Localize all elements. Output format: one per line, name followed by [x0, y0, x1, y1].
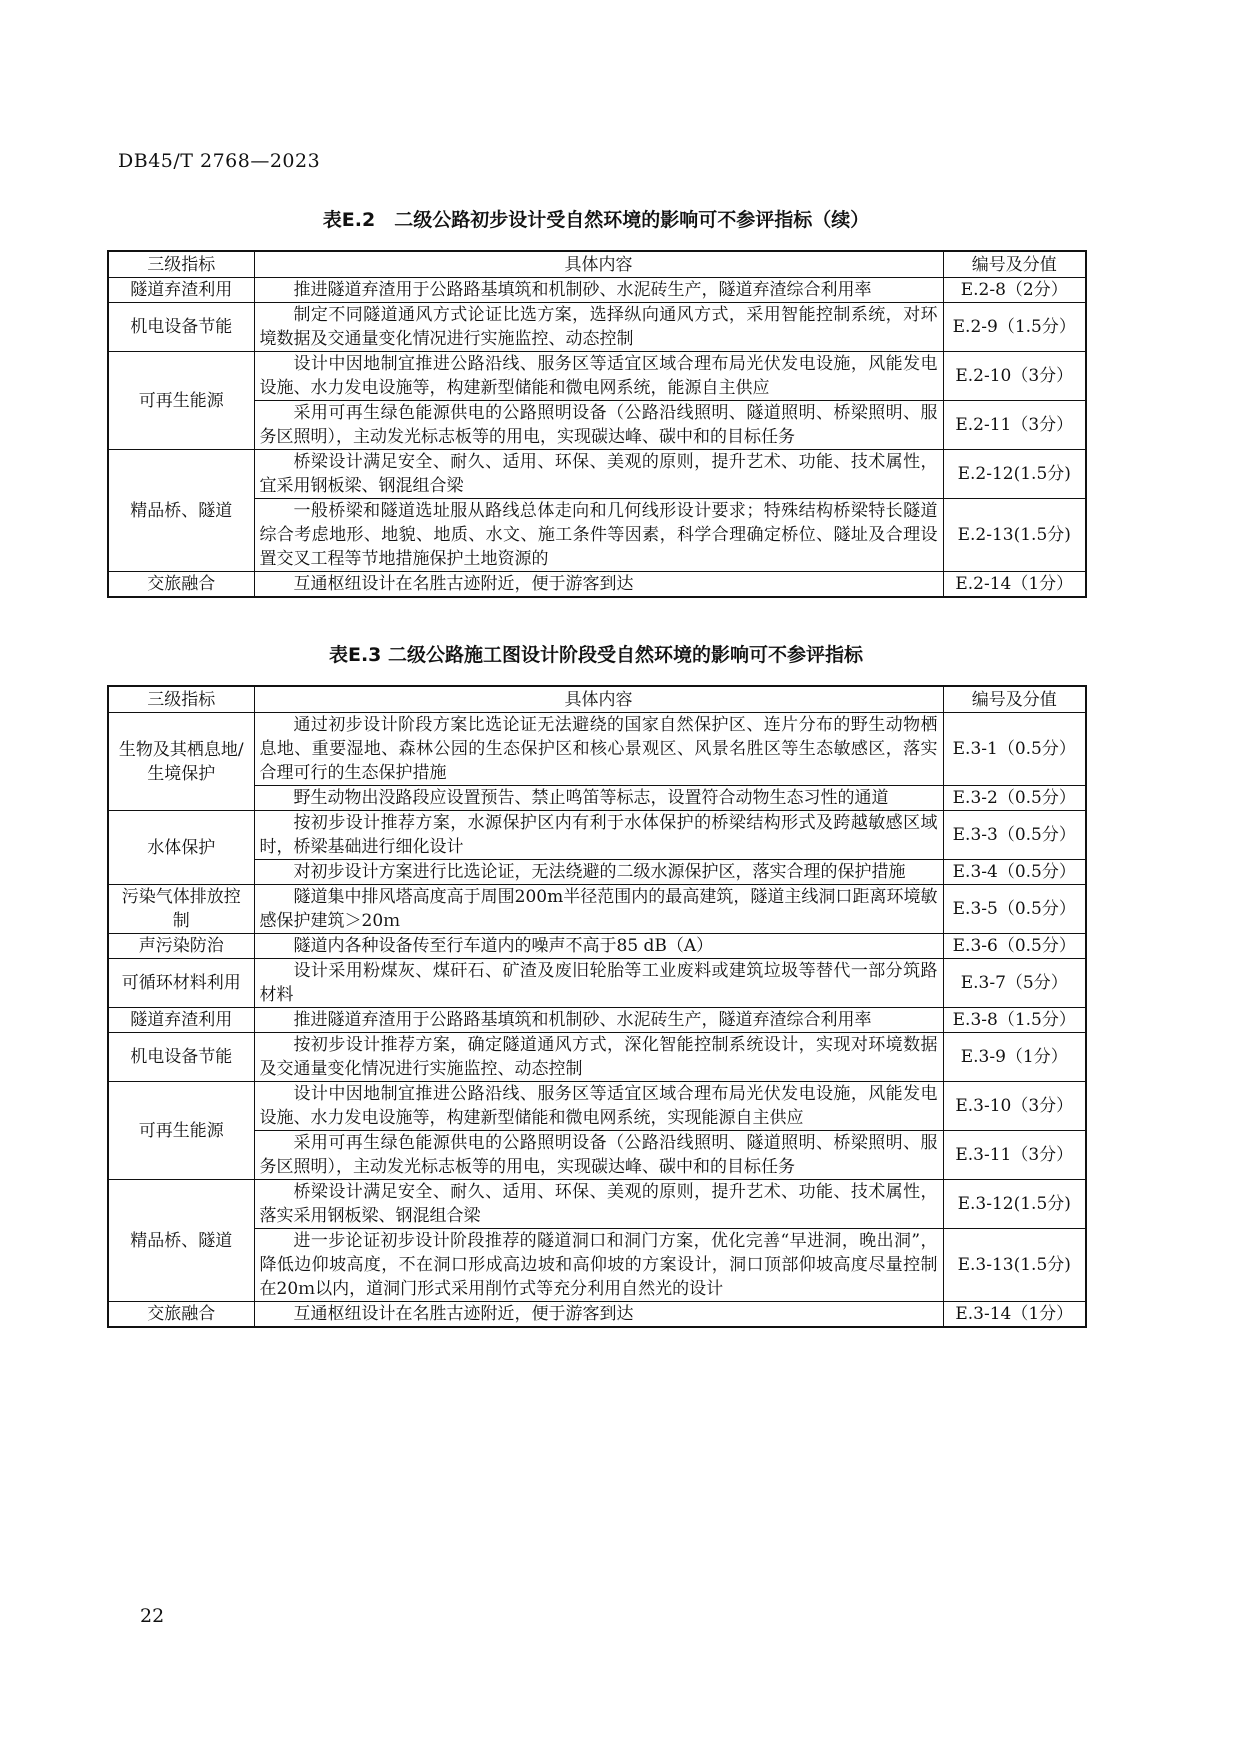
- indicator-cell: 隧道弃渣利用: [108, 278, 254, 303]
- table-row: [108, 885, 1086, 934]
- content-cell: 野生动物出没路段应设置预告、禁止鸣笛等标志，设置符合动物生态习性的通道: [254, 786, 943, 811]
- table-row: [108, 450, 1086, 499]
- table-e3-caption: 表E.3 二级公路施工图设计阶段受自然环境的影响可不参评指标: [328, 644, 864, 666]
- column-header: 具体内容: [254, 686, 943, 713]
- table-e3: [107, 685, 1087, 1328]
- content-cell: 通过初步设计阶段方案比选论证无法避绕的国家自然保护区、连片分布的野生动物栖息地、重要湿地、森林公园的生态保护区和核心景观区、风景名胜区等生态敏感区，落实合理可行的生态保护措施: [254, 713, 943, 786]
- content-cell: 隧道内各种设备传至行车道内的噪声不高于85 dB（A）: [254, 934, 943, 959]
- indicator-cell: 声污染防治: [108, 934, 254, 959]
- indicator-cell: 机电设备节能: [108, 1033, 254, 1082]
- code-cell: E.2-11（3分）: [943, 401, 1086, 450]
- code-cell: E.2-10（3分）: [943, 352, 1086, 401]
- code-cell: E.2-14（1分）: [943, 572, 1086, 598]
- code-cell: E.3-10（3分）: [943, 1082, 1086, 1131]
- content-cell: 设计中因地制宜推进公路沿线、服务区等适宜区域合理布局光伏发电设施，风能发电设施、水力发电设施等，构建新型储能和微电网系统，实现能源自主供应: [254, 1082, 943, 1131]
- table-row: [108, 811, 1086, 860]
- indicator-cell: 机电设备节能: [108, 303, 254, 352]
- column-header: 编号及分值: [943, 251, 1086, 278]
- indicator-cell: 生物及其栖息地/生境保护: [108, 713, 254, 811]
- content-cell: 一般桥梁和隧道选址服从路线总体走向和几何线形设计要求；特殊结构桥梁特长隧道综合考虑地形、地貌、地质、水文、施工条件等因素，科学合理确定桥位、隧址及合理设置交叉工程等节地措施保护土地资源的: [254, 499, 943, 572]
- indicator-cell: 水体保护: [108, 811, 254, 885]
- content-cell: 设计中因地制宜推进公路沿线、服务区等适宜区域合理布局光伏发电设施，风能发电设施、水力发电设施等，构建新型储能和微电网系统，能源自主供应: [254, 352, 943, 401]
- indicator-cell: 可再生能源: [108, 1082, 254, 1180]
- column-header: 三级指标: [108, 686, 254, 713]
- code-cell: E.3-9（1分）: [943, 1033, 1086, 1082]
- content-cell: 采用可再生绿色能源供电的公路照明设备（公路沿线照明、隧道照明、桥梁照明、服务区照明），主动发光标志板等的用电，实现碳达峰、碳中和的目标任务: [254, 1131, 943, 1180]
- code-cell: E.3-4（0.5分）: [943, 860, 1086, 885]
- table-row: [108, 1131, 1086, 1180]
- column-header: 编号及分值: [943, 686, 1086, 713]
- indicator-cell: 污染气体排放控制: [108, 885, 254, 934]
- content-cell: 隧道集中排风塔高度高于周围200m半径范围内的最高建筑，隧道主线洞口距离环境敏感保护建筑＞20ｍ: [254, 885, 943, 934]
- content-cell: 按初步设计推荐方案，确定隧道通风方式，深化智能控制系统设计，实现对环境数据及交通量变化情况进行实施监控、动态控制: [254, 1033, 943, 1082]
- content-cell: 制定不同隧道通风方式论证比选方案，选择纵向通风方式，采用智能控制系统，对环境数据及交通量变化情况进行实施监控、动态控制: [254, 303, 943, 352]
- table-row: [108, 1229, 1086, 1302]
- table-header-row: [108, 686, 1086, 713]
- code-cell: E.3-5（0.5分）: [943, 885, 1086, 934]
- indicator-cell: 交旅融合: [108, 572, 254, 598]
- content-cell: 对初步设计方案进行比选论证，无法绕避的二级水源保护区，落实合理的保护措施: [254, 860, 943, 885]
- table-row: [108, 572, 1086, 598]
- code-cell: E.3-1（0.5分）: [943, 713, 1086, 786]
- table-row: [108, 1082, 1086, 1131]
- code-cell: E.3-2（0.5分）: [943, 786, 1086, 811]
- page-number: 22: [140, 1605, 165, 1627]
- indicator-cell: 可循环材料利用: [108, 959, 254, 1008]
- table-row: [108, 786, 1086, 811]
- content-cell: 互通枢纽设计在名胜古迹附近，便于游客到达: [254, 572, 943, 598]
- code-cell: E.3-7（5分）: [943, 959, 1086, 1008]
- content-cell: 按初步设计推荐方案，水源保护区内有利于水体保护的桥梁结构形式及跨越敏感区域时，桥梁基础进行细化设计: [254, 811, 943, 860]
- table-e2-caption: 表E.2 二级公路初步设计受自然环境的影响可不参评指标（续）: [322, 209, 870, 231]
- content-cell: 推进隧道弃渣用于公路路基填筑和机制砂、水泥砖生产，隧道弃渣综合利用率: [254, 1008, 943, 1033]
- content-cell: 推进隧道弃渣用于公路路基填筑和机制砂、水泥砖生产，隧道弃渣综合利用率: [254, 278, 943, 303]
- indicator-cell: 可再生能源: [108, 352, 254, 450]
- code-cell: E.3-13(1.5分): [943, 1229, 1086, 1302]
- indicator-cell: 精品桥、隧道: [108, 1180, 254, 1302]
- code-cell: E.3-8（1.5分）: [943, 1008, 1086, 1033]
- table-row: [108, 1008, 1086, 1033]
- table-row: [108, 1302, 1086, 1328]
- content-cell: 桥梁设计满足安全、耐久、适用、环保、美观的原则，提升艺术、功能、技术属性，宜采用钢板梁、钢混组合梁: [254, 450, 943, 499]
- table-row: [108, 959, 1086, 1008]
- code-cell: E.2-12(1.5分): [943, 450, 1086, 499]
- indicator-cell: 隧道弃渣利用: [108, 1008, 254, 1033]
- content-cell: 互通枢纽设计在名胜古迹附近，便于游客到达: [254, 1302, 943, 1328]
- table-row: [108, 1180, 1086, 1229]
- content-cell: 进一步论证初步设计阶段推荐的隧道洞口和洞门方案，优化完善“早进洞，晚出洞”，降低边仰坡高度，不在洞口形成高边坡和高仰坡的方案设计，洞口顶部仰坡高度尽量控制在20ｍ以内，道洞门形式采用削竹式等充分利用自然光的设计: [254, 1229, 943, 1302]
- indicator-cell: 交旅融合: [108, 1302, 254, 1328]
- content-cell: 桥梁设计满足安全、耐久、适用、环保、美观的原则，提升艺术、功能、技术属性，落实采用钢板梁、钢混组合梁: [254, 1180, 943, 1229]
- document-id: DB45/T 2768—2023: [118, 150, 321, 172]
- table-row: [108, 934, 1086, 959]
- indicator-cell: 精品桥、隧道: [108, 450, 254, 572]
- table-row: [108, 401, 1086, 450]
- code-cell: E.2-8（2分）: [943, 278, 1086, 303]
- code-cell: E.2-13(1.5分): [943, 499, 1086, 572]
- table-row: [108, 860, 1086, 885]
- table-row: [108, 713, 1086, 786]
- code-cell: E.3-14（1分）: [943, 1302, 1086, 1328]
- table-row: [108, 499, 1086, 572]
- table-row: [108, 303, 1086, 352]
- table-row: [108, 1033, 1086, 1082]
- code-cell: E.3-6（0.5分）: [943, 934, 1086, 959]
- column-header: 具体内容: [254, 251, 943, 278]
- code-cell: E.3-3（0.5分）: [943, 811, 1086, 860]
- column-header: 三级指标: [108, 251, 254, 278]
- table-row: [108, 278, 1086, 303]
- code-cell: E.3-11（3分）: [943, 1131, 1086, 1180]
- table-header-row: [108, 251, 1086, 278]
- code-cell: E.3-12(1.5分): [943, 1180, 1086, 1229]
- table-e2: [107, 250, 1087, 598]
- code-cell: E.2-9（1.5分）: [943, 303, 1086, 352]
- table-row: [108, 352, 1086, 401]
- content-cell: 设计采用粉煤灰、煤矸石、矿渣及废旧轮胎等工业废料或建筑垃圾等替代一部分筑路材料: [254, 959, 943, 1008]
- content-cell: 采用可再生绿色能源供电的公路照明设备（公路沿线照明、隧道照明、桥梁照明、服务区照明），主动发光标志板等的用电，实现碳达峰、碳中和的目标任务: [254, 401, 943, 450]
